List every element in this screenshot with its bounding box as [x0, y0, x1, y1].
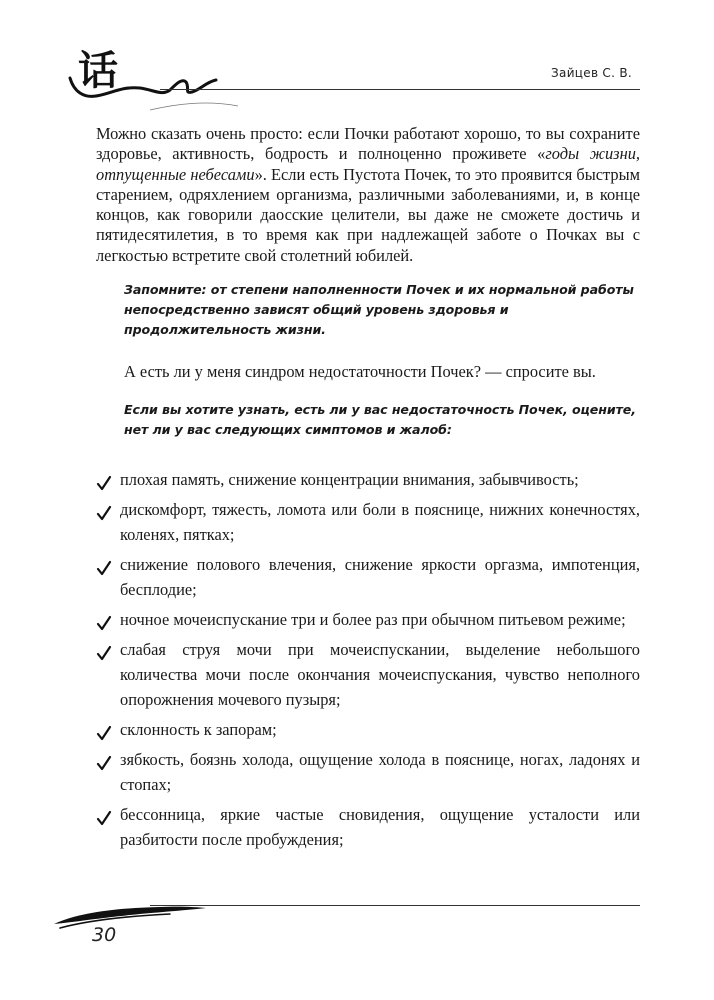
callout-block: [124, 280, 640, 440]
symptom-text: снижение полового влечения, снижение яркости оргазма, импотенция, бесплодие;: [120, 555, 640, 600]
symptom-text: бессонница, яркие частые сновидения, ощущение усталости или разбитости после пробуждения;: [120, 805, 640, 850]
symptom-item: [96, 552, 640, 602]
check-icon: [96, 643, 112, 659]
footer-rule: [150, 905, 640, 906]
header-rule: [160, 89, 640, 90]
symptom-text: плохая память, снижение концентрации внимания, забывчивость;: [120, 470, 579, 490]
symptoms-intro-note: Если вы хотите узнать, есть ли у вас недостаточность Почек, оцените, нет ли у вас следующих симптомов и жалоб:: [124, 402, 636, 438]
symptom-text: слабая струя мочи при мочеиспускании, выделение небольшого количества мочи после окончания мочеиспускания, чувство неполного опорожнения мочевого пузыря;: [120, 640, 640, 710]
remember-note: Запомните: от степени наполненности Почек и их нормальной работы непосредственно зависят общий уровень здоровья и продолжительность жизни.: [124, 282, 634, 338]
symptom-item: [96, 802, 640, 852]
symptom-text: зябкость, боязнь холода, ощущение холода в пояснице, ногах, ладонях и стопах;: [120, 750, 640, 795]
symptom-text: ночное мочеиспускание три и более раз при обычном питьевом режиме;: [120, 610, 626, 630]
symptom-item: [96, 467, 640, 492]
question-line: А есть ли у меня синдром недостаточности Почек? — спросите вы.: [124, 362, 596, 382]
page-content: [96, 124, 640, 857]
symptom-item: [96, 607, 640, 632]
symptom-list: [96, 467, 640, 852]
check-icon: [96, 473, 112, 489]
intro-text-end: ». Если есть Пустота Почек, то это проявится быстрым старением, одряхлением организма, различными заболеваниями, и, в конце концов, как говорили даосские целители, вы даже не сможете достичь и пятидесятилетия, в то время как при надлежащей заботе о Почках вы с легкостью встретите свой столетний юбилей.: [96, 164, 640, 265]
check-icon: [96, 808, 112, 824]
intro-quote: годы жизни, отпущенные небесами: [96, 144, 641, 184]
check-icon: [96, 503, 112, 519]
header-author: Зайцев С. В.: [551, 66, 632, 80]
symptom-item: [96, 717, 640, 742]
calligraphy-glyph-icon: [66, 40, 256, 120]
intro-paragraph: [96, 124, 640, 266]
symptom-text: склонность к запорам;: [120, 720, 277, 740]
intro-text-start: Можно сказать очень просто: если Почки работают хорошо, то вы сохраните здоровье, активность, бодрость и полноценно проживете «: [96, 124, 640, 164]
check-icon: [96, 613, 112, 629]
symptom-item: [96, 497, 640, 547]
symptom-item: [96, 637, 640, 712]
check-icon: [96, 723, 112, 739]
header-glyph: 话: [78, 48, 118, 94]
page-number: 30: [92, 924, 117, 946]
symptom-item: [96, 747, 640, 797]
check-icon: [96, 753, 112, 769]
symptom-text: дискомфорт, тяжесть, ломота или боли в пояснице, нижних конечностях, коленях, пятках;: [120, 500, 640, 545]
check-icon: [96, 558, 112, 574]
